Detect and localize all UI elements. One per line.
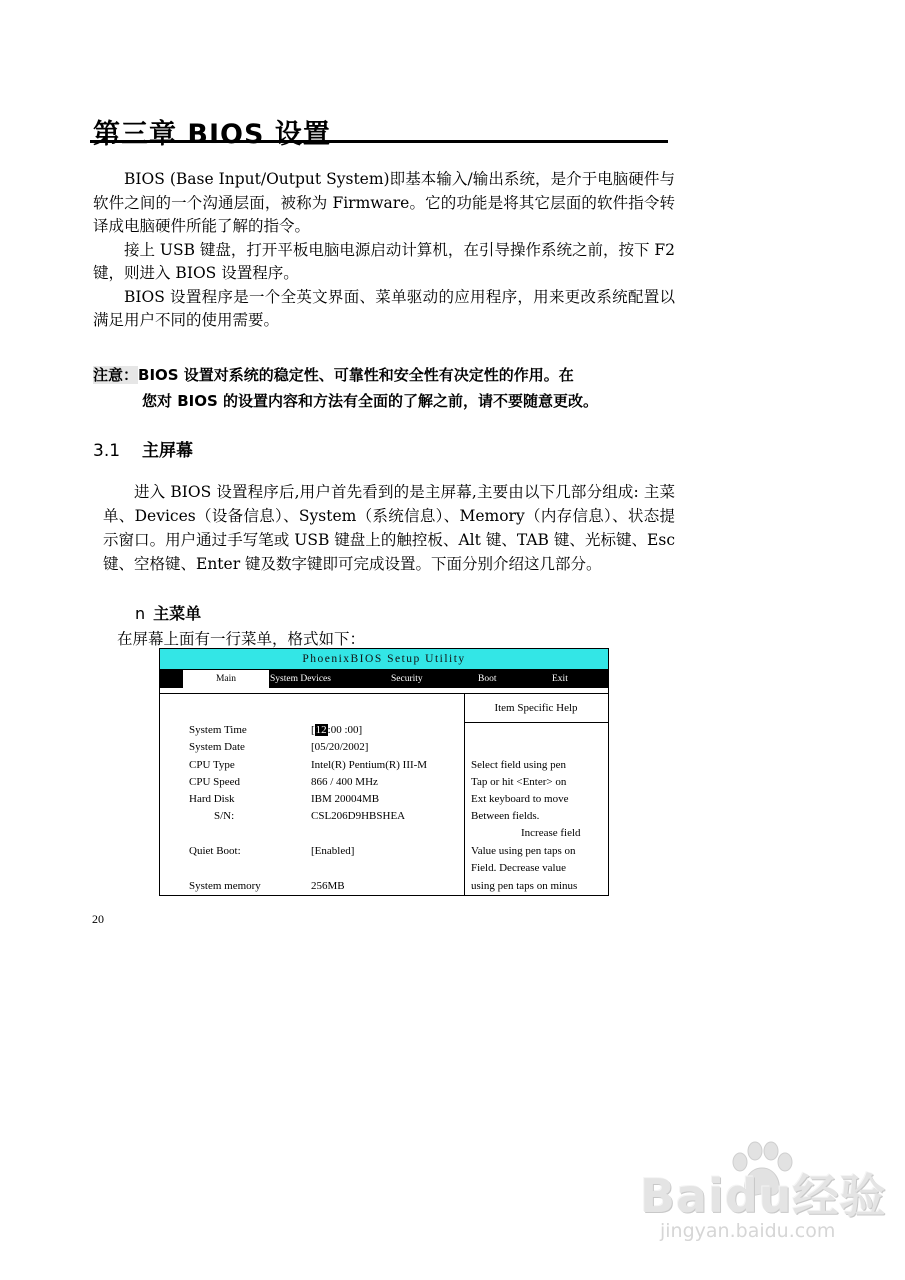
cpu-type-value: Intel(R) Pentium(R) III-M: [311, 759, 428, 771]
warning-note: [93, 362, 678, 414]
bios-screenshot: [159, 648, 609, 896]
row-label-system-date: System Date: [189, 741, 245, 753]
hard-disk-value: IBM 20004MB: [311, 793, 380, 805]
baidu-watermark: [640, 1140, 887, 1250]
help-header-divider: [464, 722, 608, 723]
help-line: Select field using pen: [471, 759, 567, 771]
section-title: 主屏幕: [142, 441, 194, 461]
system-time-rest: :00 :00]: [327, 724, 363, 736]
watermark-brand: Baidu经验: [640, 1169, 887, 1223]
title-underline: [90, 140, 668, 143]
row-label-system-time: System Time: [189, 724, 247, 736]
bios-body-divider: [160, 693, 608, 694]
subsection-title: 主菜单: [153, 604, 202, 623]
note-line-2: 您对 BIOS 的设置内容和方法有全面的了解之前，请不要随意更改。: [142, 392, 599, 410]
help-line: Increase field: [521, 827, 581, 839]
system-time-cursor[interactable]: 12: [315, 724, 327, 736]
section-number: 3.1: [93, 441, 121, 461]
row-label-quiet-boot: Quiet Boot:: [189, 845, 241, 857]
bios-menu-exit[interactable]: Exit: [552, 674, 568, 684]
section-paragraph: 进入 BIOS 设置程序后,用户首先看到的是主屏幕,主要由以下几部分组成: 主菜单、Devices（设备信息）、System（系统信息）、Memory（内存信息）、状态提示窗口。用户通过手写笔或 USB 键盘上的触控板、Alt 键、TAB 键、光标键、Esc 键、空格键、Enter 键及数字键即可完成设置。下面分别介绍这几部分。: [103, 483, 675, 573]
section-heading: [93, 436, 193, 461]
note-line-1: BIOS 设置对系统的稳定性、可靠性和安全性有决定性的作用。在: [138, 366, 574, 384]
help-line: Ext keyboard to move: [471, 793, 569, 805]
help-panel-divider: [464, 693, 465, 896]
system-time-field[interactable]: [311, 724, 362, 736]
subsection-heading: [135, 601, 201, 624]
subsection-bullet: n: [135, 604, 146, 623]
row-label-serial: S/N:: [214, 810, 235, 822]
help-line: Between fields.: [471, 810, 540, 822]
section-text: [103, 480, 675, 576]
row-label-cpu-speed: CPU Speed: [189, 776, 241, 788]
bios-menu-system-devices[interactable]: System Devices: [270, 674, 331, 684]
quiet-boot-field[interactable]: [Enabled]: [311, 845, 355, 857]
help-panel-title: Item Specific Help: [494, 702, 578, 714]
bios-menu-security[interactable]: Security: [391, 674, 423, 684]
row-label-system-memory: System memory: [189, 880, 261, 892]
system-time-bracket: [: [311, 724, 315, 736]
intro-paragraph-2: 接上 USB 键盘，打开平板电脑电源启动计算机，在引导操作系统之前，按下 F2 键，则进入 BIOS 设置程序。: [93, 240, 675, 282]
chapter-title: 第三章 BIOS 设置: [93, 119, 331, 150]
serial-value: CSL206D9HBSHEA: [311, 810, 406, 822]
watermark-url: jingyan.baidu.com: [660, 1220, 836, 1242]
help-line: Tap or hit <Enter> on: [471, 776, 567, 788]
system-memory-value: 256MB: [311, 880, 345, 892]
bios-title-bar: PhoenixBIOS Setup Utility: [160, 649, 608, 670]
menu-intro: 在屏幕上面有一行菜单，格式如下：: [117, 630, 366, 648]
row-label-cpu-type: CPU Type: [189, 759, 235, 771]
note-label: 注意：: [93, 366, 139, 384]
intro-text: [93, 168, 675, 333]
page-number: 20: [92, 912, 104, 926]
bios-menu-bar: [160, 670, 608, 688]
help-line: Field. Decrease value: [471, 862, 566, 874]
row-label-hard-disk: Hard Disk: [189, 793, 235, 805]
intro-paragraph-3: BIOS 设置程序是一个全英文界面、菜单驱动的应用程序，用来更改系统配置以满足用户不同的使用需要。: [93, 287, 675, 329]
system-date-field[interactable]: [05/20/2002]: [311, 741, 369, 753]
bios-menu-boot[interactable]: Boot: [478, 674, 497, 684]
help-line: using pen taps on minus: [471, 880, 578, 892]
cpu-speed-value: 866 / 400 MHz: [311, 776, 378, 788]
bios-menu-main[interactable]: Main: [183, 670, 269, 688]
intro-paragraph-1: BIOS (Base Input/Output System)即基本输入/输出系统，是介于电脑硬件与软件之间的一个沟通层面，被称为 Firmware。它的功能是将其它层面的软件指令转译成电脑硬件所能了解的指令。: [93, 170, 675, 235]
help-line: Value using pen taps on: [471, 845, 576, 857]
